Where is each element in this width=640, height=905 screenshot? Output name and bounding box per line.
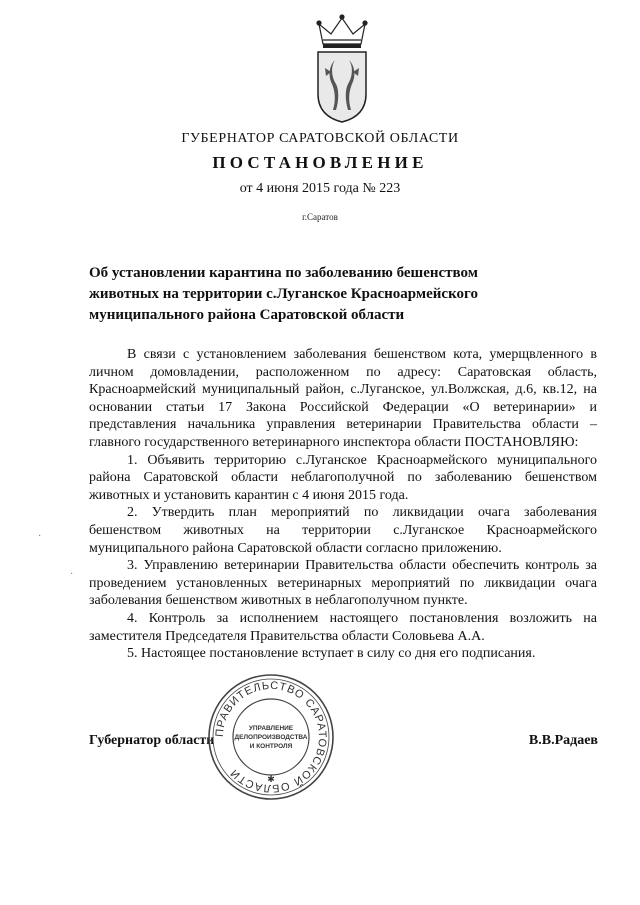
title-line: муниципального района Саратовской области (89, 307, 405, 323)
signature-name: В.В.Радаев (528, 733, 598, 748)
body-intro: В связи с установлением заболевания бешенством кота, умерщвленного в личном домовладении, расположенном по адресу: Саратовская область, Красноармейский муниципальный район, с.Луганское, ул.Волжская, д.6, кв.12, на основании статьи 17 Закона Российской Федерации «О ветеринарии» и представления начальника управления ветеринарии Правительства области – главного государственного ветеринарного инспектора области ПОСТАНОВЛЯЮ: (89, 347, 597, 450)
body-item-2: 2. Утвердить план мероприятий по ликвидации очага заболевания бешенством животных на территории с.Луганское Красноармейского муниципального района Саратовской области согласно приложению. (89, 505, 597, 556)
stamp-ring-text: ПРАВИТЕЛЬСТВО САРАТОВСКОЙ ОБЛАСТИ (213, 679, 329, 795)
body-item-1: 1. Объявить территорию с.Луганское Красноармейского муниципального района Саратовской области неблагополучной по заболеванию бешенством животных и установить карантин с 4 июня 2015 года. (89, 452, 597, 503)
document-type: ПОСТАНОВЛЕНИЕ (212, 153, 428, 172)
document-date-number: от 4 июня 2015 года № 223 (239, 181, 401, 196)
title-line: животных на территории с.Луганское Красноармейского (89, 286, 478, 302)
stamp-center-line: И КОНТРОЛЯ (249, 743, 293, 750)
margin-mark: · (38, 531, 42, 542)
issuer-title: ГУБЕРНАТОР САРАТОВСКОЙ ОБЛАСТИ (181, 131, 459, 146)
saratov-coat-of-arms-icon (309, 14, 375, 126)
signature-position: Губернатор области (89, 733, 215, 748)
document-city: г.Саратов (302, 212, 338, 222)
body-item-3: 3. Управлению ветеринарии Правительства области обеспечить контроль за проведением установленных ветеринарных мероприятий по ликвидации очага заболевания бешенством животных в неблагополучном пункте. (89, 558, 597, 609)
document-body (89, 346, 597, 663)
stamp-center-line: ДЕЛОПРОИЗВОДСТВА (234, 734, 308, 741)
document-title (89, 263, 509, 326)
margin-mark: · (70, 569, 74, 580)
official-round-stamp-icon (206, 672, 336, 802)
stamp-center-line: УПРАВЛЕНИЕ (248, 725, 294, 732)
title-line: Об установлении карантина по заболеванию бешенством (89, 265, 478, 281)
body-item-5: 5. Настоящее постановление вступает в силу со дня его подписания. (127, 646, 536, 662)
body-item-4: 4. Контроль за исполнением настоящего постановления возложить на заместителя Председателя Правительства области Соловьева А.А. (89, 610, 597, 644)
stamp-star-icon: ✱ (267, 775, 275, 785)
